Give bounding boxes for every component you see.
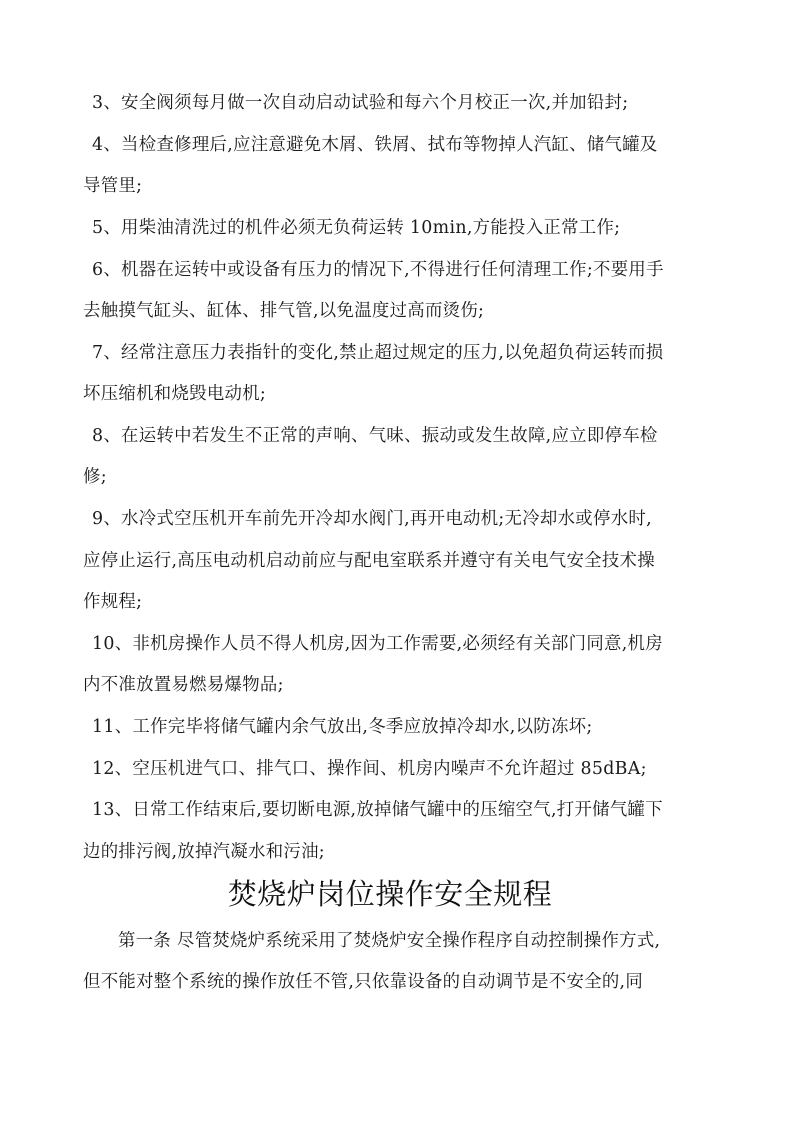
list-item-10-line-2: 内不准放置易燃易爆物品; — [83, 675, 284, 695]
list-item-4-line-1: 4、当检查修理后,应注意避免木屑、铁屑、拭布等物掉人汽缸、储气罐及 — [92, 135, 658, 155]
list-item-12-line-1: 12、空压机进气口、排气口、操作间、机房内噪声不允许超过 85dBA; — [92, 759, 647, 779]
list-item-5-line-1: 5、用柴油清洗过的机件必须无负荷运转 10min,方能投入正常工作; — [92, 218, 621, 238]
list-item-7-line-2: 坏压缩机和烧毁电动机; — [83, 384, 267, 404]
list-item-6-line-2: 去触摸气缸头、缸体、排气管,以免温度过高而烫伤; — [83, 301, 485, 321]
list-item-8-line-2: 修; — [83, 467, 107, 487]
list-item-13-line-1: 13、日常工作结束后,要切断电源,放掉储气罐中的压缩空气,打开储气罐下 — [92, 800, 663, 820]
list-item-9-line-2: 应停止运行,高压电动机启动前应与配电室联系并遵守有关电气安全技术操 — [83, 551, 655, 571]
list-item-6-line-1: 6、机器在运转中或设备有压力的情况下,不得进行任何清理工作;不要用手 — [92, 260, 664, 280]
list-item-10-line-1: 10、非机房操作人员不得人机房,因为工作需要,必须经有关部门同意,机房 — [92, 634, 663, 654]
list-item-13-line-2: 边的排污阀,放掉汽凝水和污油; — [83, 842, 325, 862]
list-item-9-line-1: 9、水冷式空压机开车前先开冷却水阀门,再开电动机;无冷却水或停水时, — [92, 509, 652, 529]
list-item-9-line-3: 作规程; — [83, 592, 143, 612]
list-item-4-line-2: 导管里; — [83, 176, 143, 196]
list-item-11-line-1: 11、工作完毕将储气罐内余气放出,冬季应放掉冷却水,以防冻坏; — [92, 717, 593, 737]
section-title: 焚烧炉岗位操作安全规程 — [227, 877, 553, 911]
article-1-line-1: 第一条 尽管焚烧炉系统采用了焚烧炉安全操作程序自动控制操作方式, — [118, 931, 661, 951]
list-item-3-line-1: 3、安全阀须每月做一次自动启动试验和每六个月校正一次,并加铅封; — [92, 93, 629, 113]
list-item-7-line-1: 7、经常注意压力表指针的变化,禁止超过规定的压力,以免超负荷运转而损 — [92, 343, 664, 363]
article-1-line-2: 但不能对整个系统的操作放任不管,只依靠设备的自动调节是不安全的,同 — [83, 972, 644, 992]
list-item-8-line-1: 8、在运转中若发生不正常的声响、气味、振动或发生故障,应立即停车检 — [92, 426, 658, 446]
